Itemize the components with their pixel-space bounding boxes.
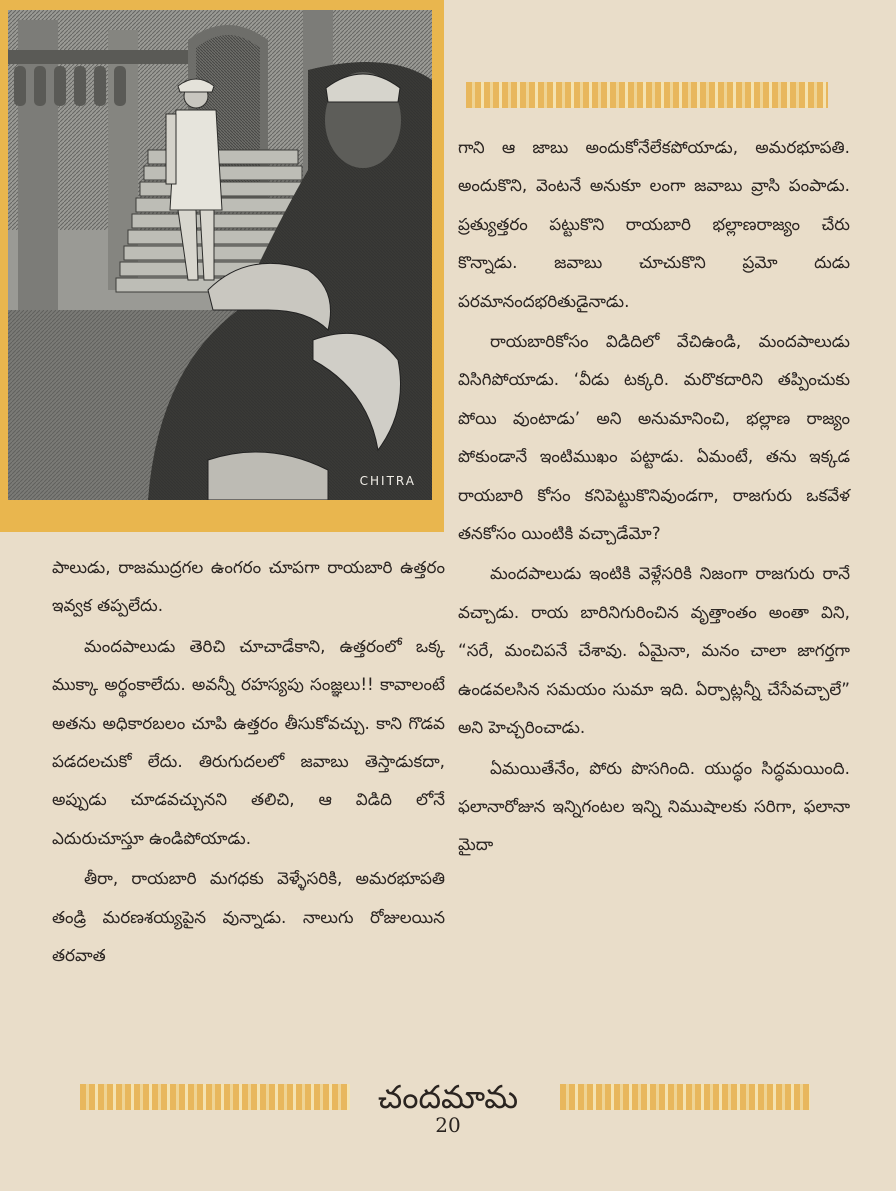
- top-decorative-border: [466, 82, 828, 108]
- right-paragraph-2: రాయబారికోసం విడిదిలో వేచిఉండి, మందపాలుడు విసిగిపోయాడు. ‘వీడు టక్కరి. మరొకదారిని తప్పించుకు పోయి వుంటాడు’ అని అనుమానించి, భల్లాణ రాజ్యం పోకుండానే ఇంటిముఖం పట్టాడు. ఏమంటే, తను ఇక్కడ రాయబారి కోసం కనిపెట్టుకొనివుండగా, రాజగురు ఒకవేళ తనకోసం యింటికి వచ్చాడేమో?: [458, 331, 850, 544]
- right-column: [458, 128, 850, 864]
- palace-scene-image: [8, 10, 432, 500]
- left-column: [52, 548, 445, 974]
- right-paragraph-4: ఏమయితేనేం, పోరు పొసగింది. యుద్ధం సిద్ధమయింది. ఫలానారోజున ఇన్నిగంటల ఇన్ని నిముషాలకు సరిగా, ఫలానా మైదా: [458, 757, 850, 855]
- right-paragraph-1: గాని ఆ జాబు అందుకోనేలేకపోయాడు, అమరభూపతి. అందుకొని, వెంటనే అనుకూ లంగా జవాబు వ్రాసి పంపాడు. ప్రత్యుత్తరం పట్టుకొని రాయబారి భల్లాణరాజ్యం చేరు కొన్నాడు. జవాబు చూచుకొని ప్రమో దుడు పరమానందభరితుడైనాడు.: [458, 137, 850, 311]
- illustration-frame: [0, 0, 444, 532]
- artist-signature: CHITRA: [359, 474, 416, 488]
- left-paragraph-3: తీరా, రాయబారి మగధకు వెళ్ళేసరికి, అమరభూపతి తండ్రి మరణశయ్యపైన వున్నాడు. నాలుగు రోజులయిన తరవాత: [52, 868, 445, 966]
- right-paragraph-3: మందపాలుడు ఇంటికి వెళ్లేసరికి నిజంగా రాజగురు రానే వచ్చాడు. రాయ బారినిగురించిన వృత్తాంతం అంతా విని, “సరే, మంచిపనే చేశావు. ఏమైనా, మనం చాలా జాగర్తగా ఉండవలసిన సమయం సుమా ఇది. ఏర్పాట్లన్నీ చేసేవచ్చాలే” అని హెచ్చరించాడు.: [458, 563, 850, 738]
- left-paragraph-2: మందపాలుడు తెరిచి చూచాడేకాని, ఉత్తరంలో ఒక్క ముక్కా అర్థంకాలేదు. అవన్నీ రహస్యపు సంజ్ఞలు!! కావాలంటే అతను అధికారబలం చూపి ఉత్తరం తీసుకోవచ్చు. కాని గొడవ పడదలచుకో లేదు. తిరుగుదలలో జవాబు తెస్తాడుకదా, అప్పుడు చూడవచ్చునని తలిచి, ఆ విడిది లోనే ఎదురుచూస్తూ ఉండిపోయాడు.: [52, 635, 445, 848]
- story-illustration: [8, 10, 432, 500]
- left-paragraph-1: పాలుడు, రాజముద్రగల ఉంగరం చూపగా రాయబారి ఉత్తరం ఇవ్వక తప్పలేదు.: [52, 557, 445, 616]
- magazine-title: చందమామ: [377, 1078, 519, 1116]
- page-number: 20: [435, 1113, 461, 1137]
